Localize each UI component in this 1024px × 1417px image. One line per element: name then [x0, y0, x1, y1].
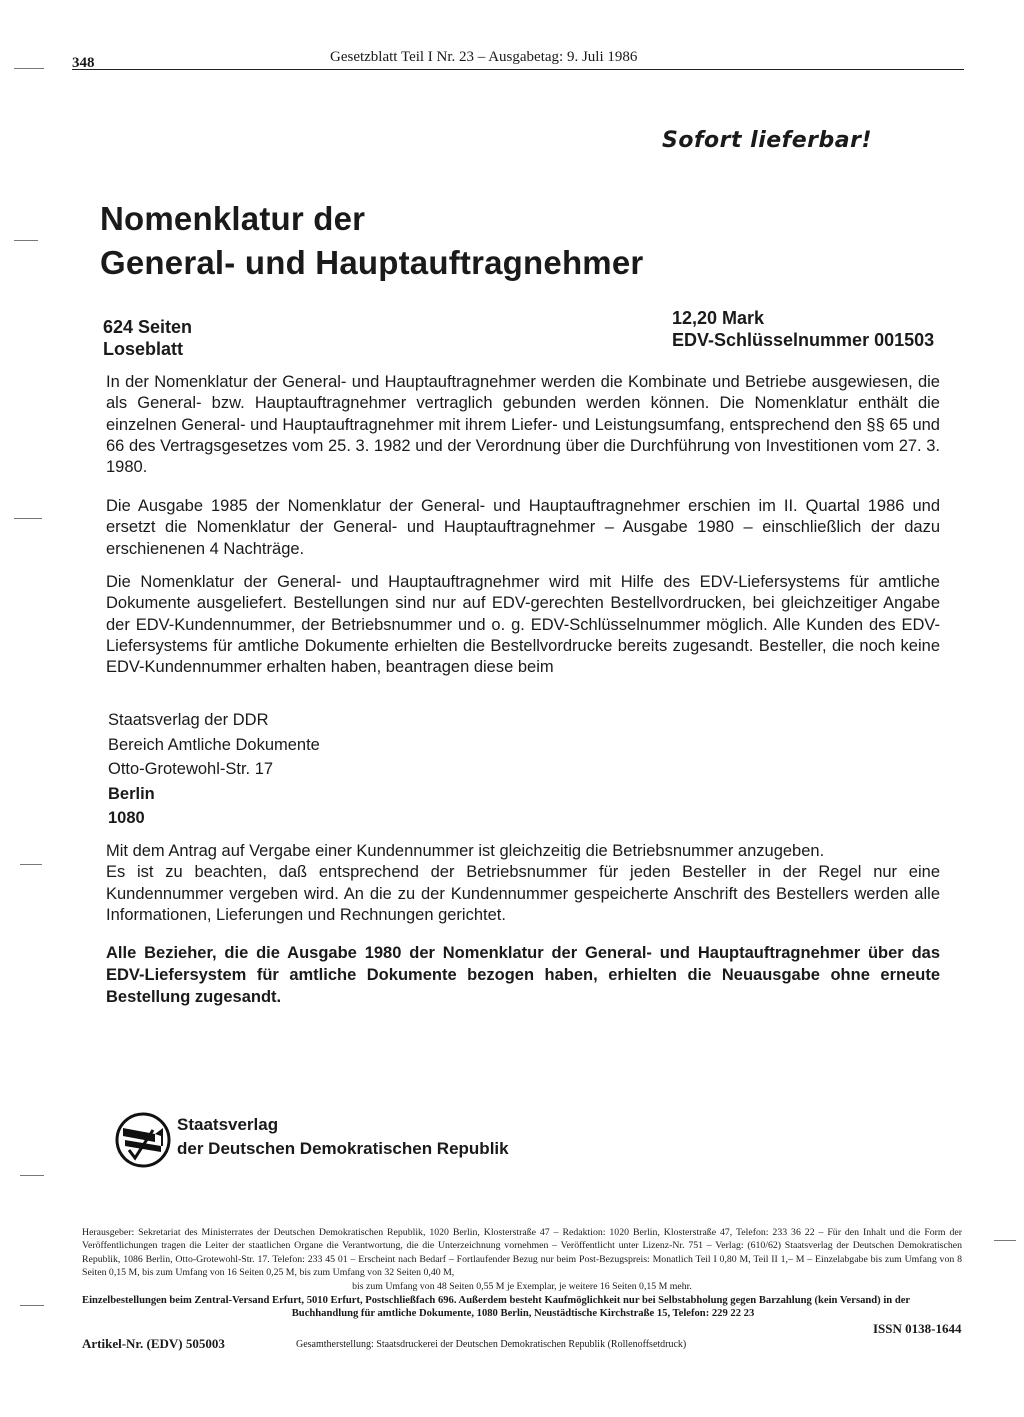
paragraph-customer-number [106, 841, 940, 926]
margin-mark [14, 240, 38, 241]
address-line: Bereich Amtliche Dokumente [108, 735, 320, 754]
paragraph-line: Mit dem Antrag auf Vergabe einer Kundennummer ist gleichzeitig die Betriebsnummer anzugeben. [106, 842, 825, 860]
imprint-end: bis zum Umfang von 48 Seiten 0,55 M je Exemplar, je weitere 16 Seiten 0,15 M mehr. [352, 1280, 692, 1292]
price: 12,20 Mark [672, 308, 765, 328]
margin-mark [20, 864, 42, 865]
publisher-line: der Deutschen Demokratischen Republik [177, 1139, 509, 1158]
page-number: 348 [72, 55, 95, 71]
publisher-address [108, 708, 320, 831]
availability-stamp: Sofort lieferbar! [662, 128, 872, 153]
margin-mark [994, 1240, 1016, 1241]
article-number: Artikel-Nr. (EDV) 505003 [82, 1336, 225, 1351]
paragraph-line: Es ist zu beachten, daß entsprechend der Betriebsnummer für jeden Besteller in der Regel nur eine Kundennummer vergeben wird. An die zu der Kundennummer gespeicherte Anschrift des Bestellers werden alle Informationen, Lieferungen und Rechnungen gerichtet. [106, 863, 940, 924]
address-postcode: 1080 [108, 809, 145, 827]
margin-mark [14, 518, 42, 519]
order-text-end: Buchhandlung für amtliche Dokumente, 1080 Berlin, Neustädtische Kirchstraße 15, Telefon: 229 22 23 [291, 1308, 755, 1320]
paragraph-edition: Die Ausgabe 1985 der Nomenklatur der General- und Hauptauftragnehmer erschien im II. Quartal 1986 und ersetzt die Nomenklatur der General- und Hauptauftragnehmer – Ausgabe 1980 – einschließlich der dazu erschienenen 4 Nachträge. [106, 497, 940, 558]
document-title-line2: General- und Hauptauftragnehmer [100, 244, 644, 281]
issn: ISSN 0138-1644 [873, 1321, 962, 1336]
address-line: Staatsverlag der DDR [108, 711, 269, 729]
publisher-logo [115, 1112, 171, 1168]
price-info [672, 307, 934, 351]
running-header: Gesetzblatt Teil I Nr. 23 – Ausgabetag: 9. Juli 1986 [330, 49, 638, 65]
address-city: Berlin [108, 784, 155, 803]
paragraph-intro: In der Nomenklatur der General- und Hauptauftragnehmer werden die Kombinate und Betriebe ausgewiesen, die als General- bzw. Hauptauftragnehmer vertraglich gebunden werden können. Die Nomenklatur enthält die einzelnen General- und Hauptauftragnehmer mit ihrem Liefer- und Leistungsumfang, entsprechend den §§ 65 und 66 des Vertragsgesetzes vom 25. 3. 1982 und der Verordnung über die Durchführung von Investitionen vom 27. 3. 1980. [106, 373, 940, 477]
edv-key-number: EDV-Schlüsselnummer 001503 [672, 330, 935, 350]
margin-mark [20, 1175, 44, 1176]
paragraph-subscribers: Alle Bezieher, die die Ausgabe 1980 der Nomenklatur der General- und Hauptauftragnehmer über das EDV-Liefersystem für amtliche Dokumente bezogen haben, erhielten die Neuausgabe ohne erneute Bestellung zugesandt. [106, 944, 940, 1006]
document-title-line1: Nomenklatur der [100, 200, 366, 237]
order-info [82, 1294, 964, 1320]
format: Loseblatt [103, 339, 184, 359]
paragraph-delivery: Die Nomenklatur der General- und Hauptauftragnehmer wird mit Hilfe des EDV-Liefersystems für amtliche Dokumente ausgeliefert. Bestellungen sind nur auf EDV-gerechten Bestellvordrucken, bei gleichzeitiger Angabe der EDV-Kundennummer, der Betriebsnummer und o. g. EDV-Schlüsselnummer möglich. Alle Kunden des EDV-Liefersystems für amtliche Dokumente erhielten die Bestellvordrucke bereits zugesandt. Besteller, die noch keine EDV-Kundennummer erhalten haben, beantragen diese beim [106, 573, 940, 677]
margin-mark [14, 68, 44, 69]
imprint-text: Herausgeber: Sekretariat des Ministerrates der Deutschen Demokratischen Republik, 1020 Berlin, Klosterstraße 47 – Redaktion: 1020 Berlin, Klosterstraße 47, Telefon: 233 36 22 – Für den Inhalt und die Form der Veröffentlichungen tragen die Leiter der staatlichen Organe die Verantwortung, die die Unterzeichnung vornehmen – Veröffentlicht unter Lizenz-Nr. 751 – Verlag: (610/62) Staatsverlag der Deutschen Demokratischen Republik, 1086 Berlin, Otto-Grotewohl-Str. 17. Telefon: 233 45 01 – Erscheint nach Bedarf – Fortlaufender Bezug nur beim Post-Bezugspreis: Monatlich Teil I 0,80 M, Teil II 1,– M – Einzelabgabe bis zum Umfang von 8 Seiten 0,15 M, bis zum Umfang von 16 Seiten 0,25 M, bis zum Umfang von 32 Seiten 0,40 M, [82, 1227, 962, 1279]
order-text: Einzelbestellungen beim Zentral-Versand Erfurt, 5010 Erfurt, Postschließfach 696. Außerdem besteht Kaufmöglichkeit nur bei Selbstabholung gegen Barzahlung (kein Versand) in der [82, 1295, 911, 1306]
printer-info: Gesamtherstellung: Staatsdruckerei der Deutschen Demokratischen Republik (Rollenoffsetdruck) [296, 1339, 687, 1350]
publisher-line: Staatsverlag [177, 1115, 279, 1134]
header-rule [72, 69, 964, 70]
margin-mark [20, 1305, 44, 1306]
imprint [82, 1226, 962, 1293]
page-count: 624 Seiten [103, 317, 193, 337]
pages-info [103, 316, 192, 360]
address-line: Otto-Grotewohl-Str. 17 [108, 760, 274, 778]
publisher-name [177, 1113, 509, 1161]
